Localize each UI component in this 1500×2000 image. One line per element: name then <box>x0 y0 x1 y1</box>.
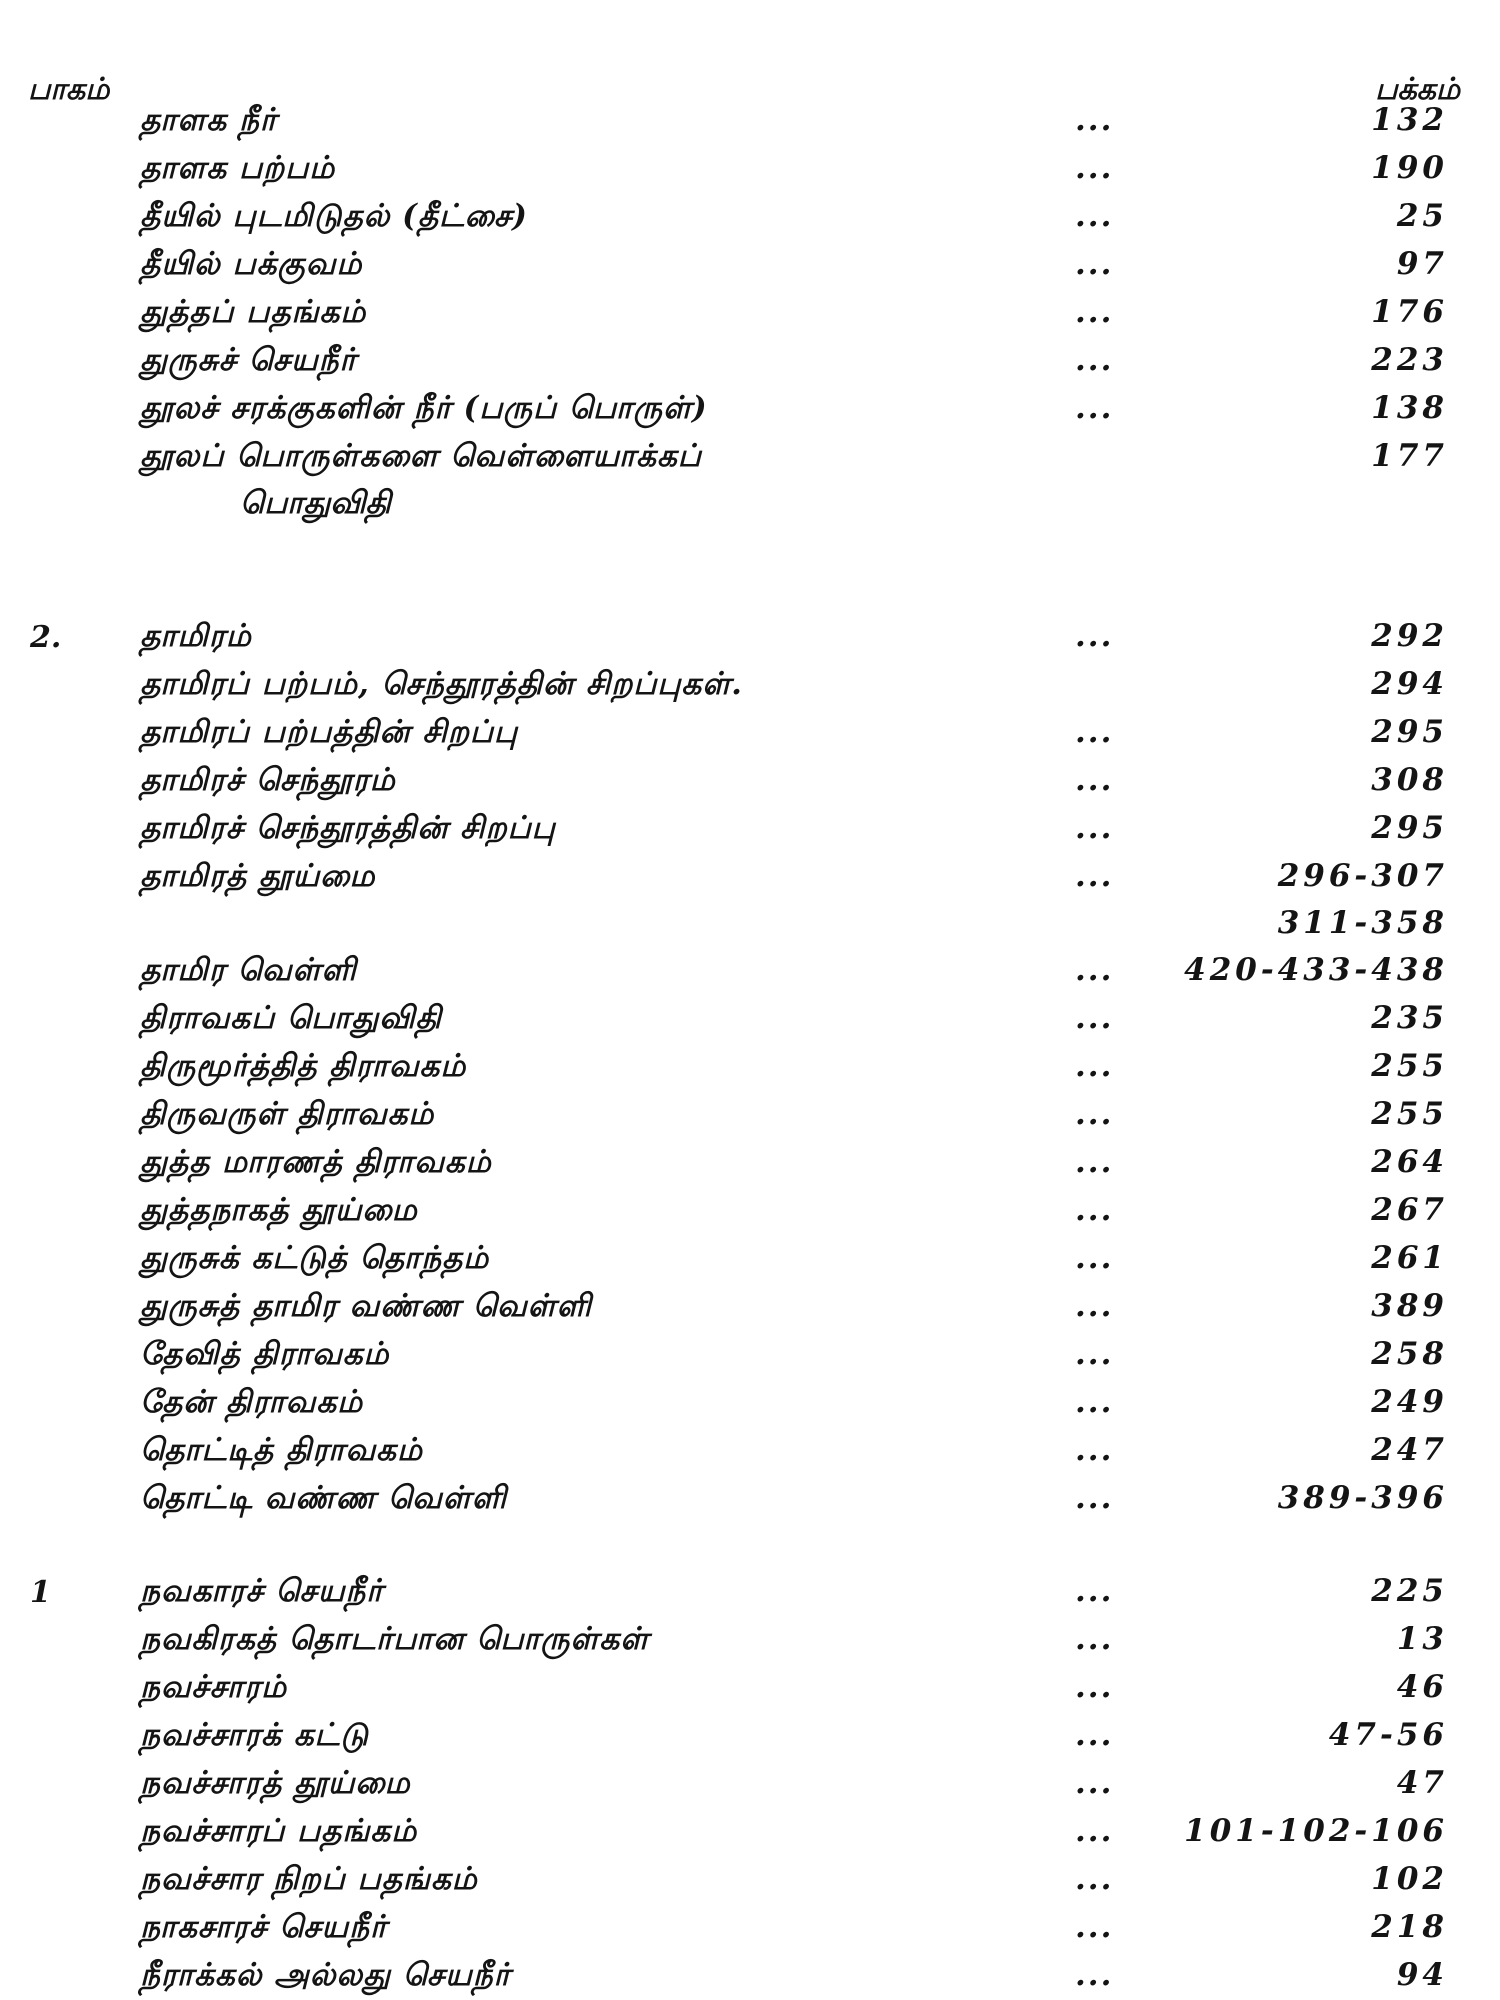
index-entry: நவகாரச் செயநீர் ... 225 <box>140 1573 1448 1609</box>
header-part: பாகம் <box>28 72 110 107</box>
index-entry: நவச்சாரத் தூய்மை ... 47 <box>140 1765 1448 1801</box>
section-marker: 1 <box>30 1575 51 1610</box>
index-entry: தேவித் திராவகம் ... 258 <box>140 1336 1448 1372</box>
section-marker: 2. <box>30 620 62 655</box>
index-section-2 <box>0 612 1500 1522</box>
index-entry: நவகிரகத் தொடர்பான பொருள்கள் ... 13 <box>140 1621 1448 1657</box>
index-entry: தூலப் பொருள்களை வெள்ளையாக்கப் 177 <box>140 438 1448 474</box>
index-entry: நாகசாரச் செயநீர் ... 218 <box>140 1909 1448 1945</box>
index-entry: துருசுத் தாமிர வண்ண வெள்ளி ... 389 <box>140 1288 1448 1324</box>
index-entry: தொட்டி வண்ண வெள்ளி ... 389-396 <box>140 1480 1448 1516</box>
index-entry: தீயில் பக்குவம் ... 97 <box>140 246 1448 282</box>
index-entry: நவச்சாரக் கட்டு ... 47-56 <box>140 1717 1448 1753</box>
index-entry: தாமிர வெள்ளி ... 420-433-438 <box>140 952 1448 988</box>
index-entry: தாமிரப் பற்பம், செந்தூரத்தின் சிறப்புகள். 294 <box>140 666 1448 702</box>
header-page: பக்கம் <box>1375 72 1460 107</box>
index-entry: நீராக்கல் அல்லது செயநீர் ... 94 <box>140 1957 1448 1993</box>
index-entry: துத்தநாகத் தூய்மை ... 267 <box>140 1192 1448 1228</box>
index-entry: தேன் திராவகம் ... 249 <box>140 1384 1448 1420</box>
index-entry: தூலச் சரக்குகளின் நீர் (பருப் பொருள்) ... 138 <box>140 390 1448 426</box>
index-entry: நவச்சாரப் பதங்கம் ... 101-102-106 <box>140 1813 1448 1849</box>
index-entry: துருசுக் கட்டுத் தொந்தம் ... 261 <box>140 1240 1448 1276</box>
index-entry: தாமிரத் தூய்மை ... 296-307 <box>140 858 1448 894</box>
index-entry: துத்த மாரணத் திராவகம் ... 264 <box>140 1144 1448 1180</box>
index-entry: தாளக நீர் ... 132 <box>140 102 1448 138</box>
index-entry: தாமிரம் ... 292 <box>140 618 1448 654</box>
index-entry: தாமிரச் செந்தூரத்தின் சிறப்பு ... 295 <box>140 810 1448 846</box>
index-entry: தாமிரச் செந்தூரம் ... 308 <box>140 762 1448 798</box>
index-entry: திருமூர்த்தித் திராவகம் ... 255 <box>140 1048 1448 1084</box>
index-entry: நவச்சாரம் ... 46 <box>140 1669 1448 1705</box>
index-entry: நவச்சார நிறப் பதங்கம் ... 102 <box>140 1861 1448 1897</box>
index-section-1 <box>0 96 1500 526</box>
index-entry: திருவருள் திராவகம் ... 255 <box>140 1096 1448 1132</box>
index-entry: துத்தப் பதங்கம் ... 176 <box>140 294 1448 330</box>
index-entry: திராவகப் பொதுவிதி ... 235 <box>140 1000 1448 1036</box>
index-section-3 <box>0 1567 1500 1999</box>
index-entry: தாளக பற்பம் ... 190 <box>140 150 1448 186</box>
index-entry: துருசுச் செயநீர் ... 223 <box>140 342 1448 378</box>
index-entry-continuation: பொதுவிதி <box>240 485 391 521</box>
index-entry: தீயில் புடமிடுதல் (தீட்சை) ... 25 <box>140 198 1448 234</box>
index-entry: தொட்டித் திராவகம் ... 247 <box>140 1432 1448 1468</box>
index-entry: தாமிரப் பற்பத்தின் சிறப்பு ... 295 <box>140 714 1448 750</box>
index-entry-continuation: 311-358 <box>1277 905 1448 941</box>
